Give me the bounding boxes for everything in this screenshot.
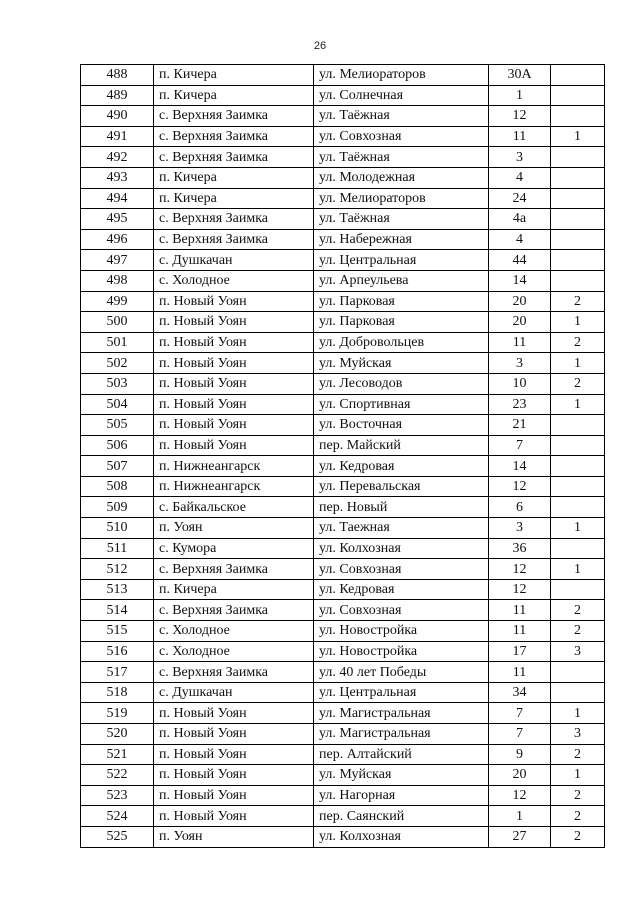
house-number-cell: 36 [489,538,551,559]
settlement-cell: с. Верхняя Заимка [154,600,314,621]
row-number-cell: 503 [81,373,154,394]
street-cell: ул. Мелиораторов [314,65,489,86]
house-number-cell: 4 [489,167,551,188]
street-cell: ул. Таежная [314,518,489,539]
row-number-cell: 500 [81,312,154,333]
apartment-cell: 2 [551,785,605,806]
house-number-cell: 11 [489,662,551,683]
street-cell: ул. Магистральная [314,703,489,724]
apartment-cell [551,188,605,209]
street-cell: ул. Совхозная [314,559,489,580]
street-cell: ул. Мелиораторов [314,188,489,209]
house-number-cell: 34 [489,682,551,703]
table-row [81,724,605,745]
table-row [81,435,605,456]
table-row [81,65,605,86]
row-number-cell: 493 [81,167,154,188]
street-cell: ул. Кедровая [314,456,489,477]
row-number-cell: 524 [81,806,154,827]
apartment-cell: 1 [551,353,605,374]
street-cell: ул. Таёжная [314,147,489,168]
street-cell: ул. Набережная [314,229,489,250]
table-row [81,291,605,312]
street-cell: ул. Центральная [314,250,489,271]
row-number-cell: 514 [81,600,154,621]
settlement-cell: с. Верхняя Заимка [154,559,314,580]
apartment-cell [551,579,605,600]
settlement-cell: п. Новый Уоян [154,332,314,353]
street-cell: ул. Магистральная [314,724,489,745]
street-cell: ул. Муйская [314,353,489,374]
table-row [81,476,605,497]
street-cell: ул. 40 лет Победы [314,662,489,683]
apartment-cell: 2 [551,806,605,827]
street-cell: ул. Молодежная [314,167,489,188]
row-number-cell: 505 [81,415,154,436]
row-number-cell: 511 [81,538,154,559]
house-number-cell: 3 [489,353,551,374]
apartment-cell [551,415,605,436]
row-number-cell: 495 [81,209,154,230]
apartment-cell [551,167,605,188]
apartment-cell: 2 [551,600,605,621]
apartment-cell: 2 [551,332,605,353]
table-row [81,415,605,436]
row-number-cell: 494 [81,188,154,209]
apartment-cell [551,250,605,271]
table-row [81,85,605,106]
table-row [81,250,605,271]
row-number-cell: 518 [81,682,154,703]
apartment-cell [551,456,605,477]
settlement-cell: с. Холодное [154,270,314,291]
house-number-cell: 20 [489,291,551,312]
table-row [81,703,605,724]
row-number-cell: 501 [81,332,154,353]
row-number-cell: 510 [81,518,154,539]
settlement-cell: с. Верхняя Заимка [154,662,314,683]
table-row [81,147,605,168]
street-cell: ул. Добровольцев [314,332,489,353]
table-row [81,312,605,333]
apartment-cell: 2 [551,291,605,312]
row-number-cell: 515 [81,621,154,642]
row-number-cell: 507 [81,456,154,477]
house-number-cell: 30А [489,65,551,86]
house-number-cell: 11 [489,621,551,642]
table-row [81,826,605,847]
house-number-cell: 12 [489,559,551,580]
row-number-cell: 522 [81,765,154,786]
table-row [81,456,605,477]
settlement-cell: с. Байкальское [154,497,314,518]
table-row [81,270,605,291]
house-number-cell: 4 [489,229,551,250]
apartment-cell [551,476,605,497]
settlement-cell: с. Душкачан [154,682,314,703]
house-number-cell: 7 [489,435,551,456]
table-row [81,579,605,600]
settlement-cell: п. Новый Уоян [154,291,314,312]
settlement-cell: п. Новый Уоян [154,394,314,415]
house-number-cell: 17 [489,641,551,662]
table-row [81,641,605,662]
apartment-cell: 2 [551,744,605,765]
street-cell: ул. Перевальская [314,476,489,497]
apartment-cell [551,435,605,456]
apartment-cell [551,147,605,168]
settlement-cell: п. Новый Уоян [154,765,314,786]
row-number-cell: 502 [81,353,154,374]
house-number-cell: 4а [489,209,551,230]
house-number-cell: 44 [489,250,551,271]
table-row [81,229,605,250]
row-number-cell: 489 [81,85,154,106]
street-cell: ул. Арпеульева [314,270,489,291]
settlement-cell: п. Новый Уоян [154,312,314,333]
apartment-cell: 1 [551,312,605,333]
settlement-cell: с. Верхняя Заимка [154,209,314,230]
settlement-cell: с. Верхняя Заимка [154,106,314,127]
house-number-cell: 9 [489,744,551,765]
apartment-cell [551,538,605,559]
table-row [81,682,605,703]
page-number: 26 [313,40,327,52]
street-cell: пер. Саянский [314,806,489,827]
table-row [81,209,605,230]
street-cell: ул. Кедровая [314,579,489,600]
apartment-cell: 2 [551,373,605,394]
table-row [81,600,605,621]
apartment-cell [551,662,605,683]
settlement-cell: с. Верхняя Заимка [154,229,314,250]
house-number-cell: 12 [489,785,551,806]
house-number-cell: 14 [489,270,551,291]
street-cell: ул. Совхозная [314,126,489,147]
street-cell: пер. Алтайский [314,744,489,765]
street-cell: ул. Нагорная [314,785,489,806]
street-cell: ул. Новостройка [314,641,489,662]
street-cell: ул. Муйская [314,765,489,786]
row-number-cell: 498 [81,270,154,291]
settlement-cell: с. Верхняя Заимка [154,126,314,147]
row-number-cell: 521 [81,744,154,765]
row-number-cell: 497 [81,250,154,271]
street-cell: ул. Колхозная [314,826,489,847]
row-number-cell: 492 [81,147,154,168]
apartment-cell: 1 [551,518,605,539]
apartment-cell: 2 [551,621,605,642]
row-number-cell: 516 [81,641,154,662]
row-number-cell: 499 [81,291,154,312]
settlement-cell: с. Холодное [154,621,314,642]
settlement-cell: п. Новый Уоян [154,744,314,765]
row-number-cell: 488 [81,65,154,86]
settlement-cell: п. Новый Уоян [154,373,314,394]
table-row [81,806,605,827]
table-row [81,332,605,353]
settlement-cell: п. Нижнеангарск [154,476,314,497]
table-row [81,497,605,518]
apartment-cell [551,106,605,127]
settlement-cell: с. Кумора [154,538,314,559]
settlement-cell: п. Уоян [154,826,314,847]
apartment-cell [551,229,605,250]
house-number-cell: 7 [489,724,551,745]
house-number-cell: 20 [489,312,551,333]
house-number-cell: 12 [489,476,551,497]
house-number-cell: 3 [489,147,551,168]
row-number-cell: 508 [81,476,154,497]
street-cell: ул. Солнечная [314,85,489,106]
table-row [81,518,605,539]
row-number-cell: 496 [81,229,154,250]
apartment-cell: 2 [551,826,605,847]
settlement-cell: с. Душкачан [154,250,314,271]
row-number-cell: 509 [81,497,154,518]
house-number-cell: 6 [489,497,551,518]
table-row [81,744,605,765]
table-row [81,765,605,786]
apartment-cell [551,85,605,106]
row-number-cell: 519 [81,703,154,724]
row-number-cell: 490 [81,106,154,127]
apartment-cell: 1 [551,394,605,415]
apartment-cell: 1 [551,765,605,786]
street-cell: ул. Таёжная [314,106,489,127]
street-cell: ул. Восточная [314,415,489,436]
street-cell: пер. Майский [314,435,489,456]
house-number-cell: 3 [489,518,551,539]
house-number-cell: 20 [489,765,551,786]
apartment-cell [551,65,605,86]
row-number-cell: 523 [81,785,154,806]
house-number-cell: 14 [489,456,551,477]
table-row [81,394,605,415]
street-cell: ул. Парковая [314,291,489,312]
house-number-cell: 10 [489,373,551,394]
table-row [81,373,605,394]
row-number-cell: 512 [81,559,154,580]
table-row [81,353,605,374]
house-number-cell: 1 [489,85,551,106]
street-cell: ул. Новостройка [314,621,489,642]
apartment-cell [551,270,605,291]
row-number-cell: 504 [81,394,154,415]
settlement-cell: п. Кичера [154,85,314,106]
street-cell: ул. Таёжная [314,209,489,230]
apartment-cell [551,682,605,703]
street-cell: ул. Совхозная [314,600,489,621]
street-cell: ул. Центральная [314,682,489,703]
apartment-cell: 1 [551,559,605,580]
table-row [81,621,605,642]
row-number-cell: 491 [81,126,154,147]
house-number-cell: 11 [489,332,551,353]
address-table [80,64,605,848]
row-number-cell: 520 [81,724,154,745]
house-number-cell: 12 [489,106,551,127]
house-number-cell: 1 [489,806,551,827]
settlement-cell: п. Новый Уоян [154,703,314,724]
settlement-cell: п. Нижнеангарск [154,456,314,477]
table-row [81,559,605,580]
settlement-cell: п. Новый Уоян [154,435,314,456]
settlement-cell: п. Кичера [154,65,314,86]
settlement-cell: п. Новый Уоян [154,415,314,436]
row-number-cell: 517 [81,662,154,683]
apartment-cell: 3 [551,641,605,662]
table-row [81,106,605,127]
street-cell: ул. Спортивная [314,394,489,415]
row-number-cell: 506 [81,435,154,456]
table-row [81,126,605,147]
settlement-cell: п. Кичера [154,579,314,600]
settlement-cell: п. Новый Уоян [154,353,314,374]
table-row [81,167,605,188]
address-table-body [81,65,605,848]
house-number-cell: 21 [489,415,551,436]
table-row [81,538,605,559]
table-row [81,662,605,683]
settlement-cell: п. Уоян [154,518,314,539]
settlement-cell: с. Холодное [154,641,314,662]
house-number-cell: 11 [489,600,551,621]
street-cell: пер. Новый [314,497,489,518]
house-number-cell: 23 [489,394,551,415]
table-row [81,785,605,806]
settlement-cell: п. Новый Уоян [154,785,314,806]
street-cell: ул. Лесоводов [314,373,489,394]
settlement-cell: с. Верхняя Заимка [154,147,314,168]
settlement-cell: п. Кичера [154,188,314,209]
row-number-cell: 513 [81,579,154,600]
house-number-cell: 27 [489,826,551,847]
apartment-cell: 1 [551,126,605,147]
house-number-cell: 7 [489,703,551,724]
apartment-cell: 3 [551,724,605,745]
apartment-cell [551,497,605,518]
street-cell: ул. Парковая [314,312,489,333]
table-row [81,188,605,209]
settlement-cell: п. Новый Уоян [154,724,314,745]
house-number-cell: 11 [489,126,551,147]
row-number-cell: 525 [81,826,154,847]
settlement-cell: п. Кичера [154,167,314,188]
apartment-cell: 1 [551,703,605,724]
house-number-cell: 12 [489,579,551,600]
street-cell: ул. Колхозная [314,538,489,559]
house-number-cell: 24 [489,188,551,209]
settlement-cell: п. Новый Уоян [154,806,314,827]
apartment-cell [551,209,605,230]
